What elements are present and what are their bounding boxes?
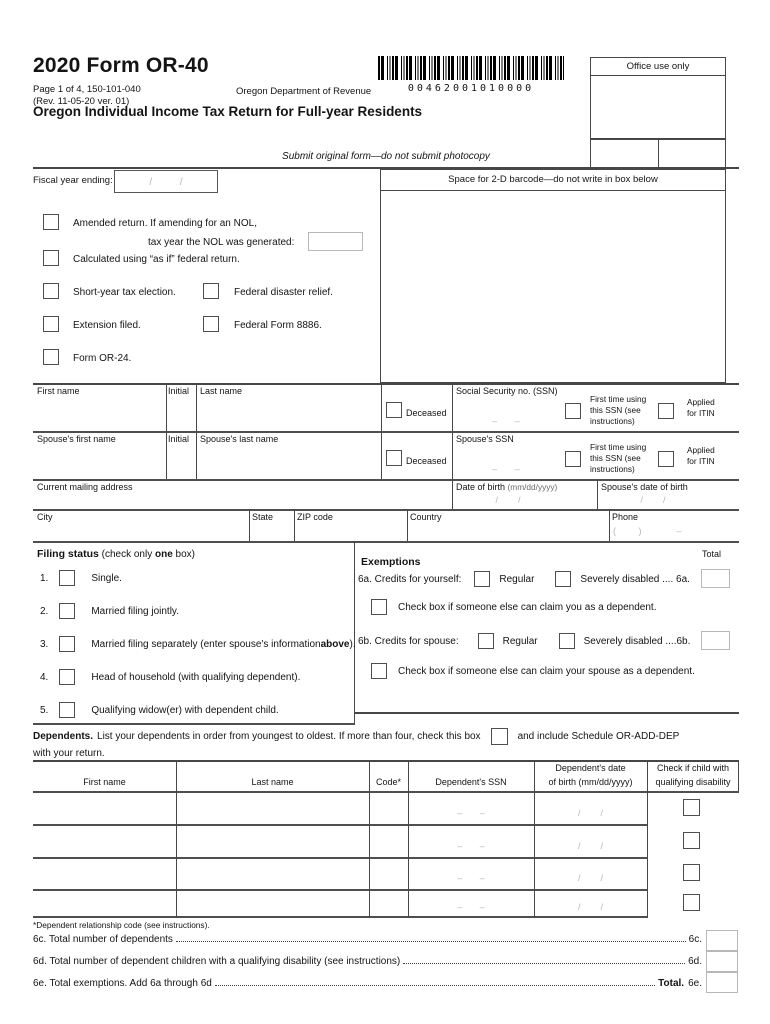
spouse-applied-itin-label	[687, 445, 715, 467]
divider	[452, 431, 453, 479]
severely-disabled-label: Severely disabled ....6b.	[583, 635, 691, 647]
dependents-intro-text: List your dependents in order from youngest to oldest. If more than four, check this box	[97, 730, 481, 742]
dependent-2-code-cell[interactable]	[369, 824, 408, 857]
country-label: Country	[410, 512, 442, 522]
office-use-box	[590, 57, 726, 139]
federal-disaster-label: Federal disaster relief.	[234, 287, 333, 298]
filing-status-item-joint	[40, 602, 179, 620]
dependent-2-ssn-placeholder: – –	[457, 841, 485, 851]
phone-placeholder: ( ) –	[613, 526, 682, 536]
line-6d-label: 6d.	[688, 956, 702, 967]
item-label: Qualifying widow(er) with dependent child.	[91, 704, 279, 716]
fiscal-date-placeholder: / /	[149, 177, 183, 188]
taxpayer-applied-itin-checkbox[interactable]	[658, 403, 674, 419]
item-label: Married filing separately (enter spouse's information	[91, 638, 321, 650]
label-part: box)	[172, 549, 195, 560]
col-header-code: Code*	[375, 777, 402, 787]
extension-filed-checkbox[interactable]	[43, 316, 59, 332]
filing-status-title	[37, 548, 195, 561]
claim-spouse-dependent-checkbox[interactable]	[371, 663, 387, 679]
dob-placeholder: / /	[495, 495, 521, 505]
taxpayer-first-time-ssn-checkbox[interactable]	[565, 403, 581, 419]
total-exemptions-label: 6e. Total exemptions. Add 6a through 6d	[33, 978, 212, 989]
spouse-last-name-label: Spouse's last name	[200, 434, 279, 444]
spouse-first-time-ssn-checkbox[interactable]	[565, 451, 581, 467]
line-6e-label: 6e.	[688, 978, 702, 989]
dependent-4-code-cell[interactable]	[369, 889, 408, 916]
as-if-federal-label: Calculated using “as if” federal return.	[73, 254, 240, 265]
barcode-number: 00462001010000	[407, 83, 535, 94]
fiscal-year-label: Fiscal year ending:	[33, 175, 113, 186]
dependent-4-dob-placeholder: / /	[577, 902, 603, 912]
filing-status-hoh-checkbox[interactable]	[59, 669, 75, 685]
claim-you-dependent-checkbox[interactable]	[371, 599, 387, 615]
severely-disabled-label: Severely disabled .... 6a.	[580, 573, 690, 585]
dependent-4-last-name-cell[interactable]	[176, 889, 369, 916]
label-line: Applied	[687, 445, 715, 455]
credits-spouse-label: 6b. Credits for spouse:	[358, 635, 459, 647]
spouse-applied-itin-checkbox[interactable]	[658, 451, 674, 467]
short-year-checkbox[interactable]	[43, 283, 59, 299]
dob-field[interactable]	[452, 492, 597, 509]
dependent-4-disability-checkbox[interactable]	[683, 894, 700, 911]
submit-note: Submit original form—do not submit photocopy	[282, 151, 490, 162]
form-title: 2020 Form OR-40	[33, 54, 209, 77]
item-label: Head of household (with qualifying dependent).	[91, 671, 301, 683]
item-number: 2.	[40, 605, 49, 617]
dependent-1-disability-checkbox[interactable]	[683, 799, 700, 816]
dependent-2-last-name-cell[interactable]	[176, 824, 369, 857]
divider	[33, 916, 647, 918]
city-label: City	[37, 512, 53, 522]
label-line: instructions)	[590, 463, 635, 474]
item-label: ).	[349, 638, 356, 650]
divider	[33, 760, 739, 762]
line-6a-total-input[interactable]	[701, 569, 730, 588]
spouse-initial-label: Initial	[168, 434, 190, 444]
phone-label: Phone	[612, 512, 639, 522]
line-6c-label: 6c.	[688, 934, 702, 945]
taxpayer-applied-itin-label	[687, 397, 715, 419]
dependents-intro	[33, 726, 679, 746]
item-label: Married filing jointly.	[91, 605, 179, 617]
total-disability-children-row	[33, 956, 702, 967]
label-part: (mm/dd/yyyy)	[507, 482, 558, 492]
label-line: this SSN (see	[590, 452, 641, 463]
spouse-ssn-label: Spouse's SSN	[456, 434, 514, 444]
dependent-4-ssn-placeholder: – –	[457, 902, 485, 912]
barcode-space-header: Space for 2-D barcode—do not write in box below	[380, 169, 726, 191]
divider	[452, 383, 453, 431]
divider	[33, 541, 739, 543]
dotted-leader	[403, 962, 685, 964]
item-number: 3.	[40, 638, 49, 650]
spouse-first-time-ssn-label	[590, 442, 646, 474]
city-field[interactable]	[33, 509, 249, 541]
label-line: for ITIN	[687, 407, 715, 418]
short-year-label: Short-year tax election.	[73, 287, 176, 298]
total-dependents-row	[33, 934, 702, 945]
filing-status-joint-checkbox[interactable]	[59, 603, 75, 619]
claim-you-dependent-row	[371, 598, 657, 616]
label-line: instructions)	[590, 415, 635, 426]
dependent-1-last-name-cell[interactable]	[176, 791, 369, 824]
dependents-footnote: *Dependent relationship code (see instructions).	[33, 920, 210, 930]
spouse-dob-placeholder: / /	[640, 495, 666, 505]
line-6d-input[interactable]	[706, 951, 738, 972]
exemptions-total-label: Total	[702, 549, 722, 559]
page-info: Page 1 of 4, 150-101-040	[33, 84, 141, 95]
initial-label: Initial	[168, 386, 190, 396]
spouse-dob-field[interactable]	[597, 492, 739, 509]
mailing-address-label: Current mailing address	[37, 482, 133, 492]
office-use-label: Office use only	[591, 58, 725, 76]
col-header-disability-2: qualifying disability	[655, 777, 731, 787]
dependents-intro-line2: with your return.	[33, 748, 105, 759]
col-header-disability-1: Check if child with	[656, 763, 730, 773]
more-than-four-checkbox[interactable]	[491, 728, 508, 745]
form-or24-checkbox[interactable]	[43, 349, 59, 365]
filing-status-item-separate	[40, 635, 356, 653]
nol-year-input[interactable]	[308, 232, 363, 251]
spouse-deceased-checkbox[interactable]	[386, 450, 402, 466]
claim-you-dependent-label: Check box if someone else can claim you as a dependent.	[398, 601, 657, 613]
zip-label: ZIP code	[297, 512, 333, 522]
divider	[355, 712, 739, 714]
federal-form-8886-checkbox[interactable]	[203, 316, 219, 332]
department-name: Oregon Department of Revenue	[236, 86, 372, 97]
ssn-field[interactable]	[456, 400, 556, 428]
fiscal-year-input[interactable]	[114, 170, 218, 193]
dependent-2-dob-placeholder: / /	[577, 841, 603, 851]
dotted-leader	[215, 984, 655, 986]
6b-regular-checkbox[interactable]	[478, 633, 494, 649]
dependent-3-code-cell[interactable]	[369, 857, 408, 889]
dependent-3-last-name-cell[interactable]	[176, 857, 369, 889]
dependent-1-code-cell[interactable]	[369, 791, 408, 824]
6a-severely-disabled-checkbox[interactable]	[555, 571, 571, 587]
col-header-dob-1: Dependent's date	[555, 763, 626, 773]
claim-spouse-dependent-row	[371, 662, 695, 680]
label-line: this SSN (see	[590, 404, 641, 415]
6a-regular-checkbox[interactable]	[474, 571, 490, 587]
revision-info: (Rev. 11-05-20 ver. 01)	[33, 96, 130, 107]
dependent-4-first-name-cell[interactable]	[33, 889, 176, 916]
total-exemptions-row	[33, 978, 702, 989]
dotted-leader	[176, 940, 686, 942]
item-label: above	[320, 638, 350, 650]
taxpayer-first-time-ssn-label	[590, 394, 646, 426]
dependent-3-dob-placeholder: / /	[577, 873, 603, 883]
exemptions-title: Exemptions	[361, 556, 421, 568]
item-label: Single.	[91, 572, 122, 584]
divider	[33, 723, 355, 725]
dependents-intro-continued: and include Schedule OR-ADD-DEP	[517, 730, 680, 742]
state-label: State	[252, 512, 274, 522]
line-6b-total-input[interactable]	[701, 631, 730, 650]
regular-label: Regular	[502, 635, 538, 647]
spouse-ssn-field[interactable]	[456, 448, 556, 476]
col-header-dob-2: of birth (mm/dd/yyyy)	[548, 777, 633, 787]
ssn-placeholder: – –	[492, 416, 520, 426]
label-part: Filing status	[37, 548, 99, 560]
credits-for-spouse-row	[358, 632, 690, 650]
dependent-1-ssn-placeholder: – –	[457, 808, 485, 818]
filing-status-item-hoh	[40, 668, 300, 686]
first-name-label: First name	[37, 386, 80, 396]
dependent-2-first-name-cell[interactable]	[33, 824, 176, 857]
label-part: (check only	[98, 549, 155, 560]
claim-spouse-dependent-label: Check box if someone else can claim your spouse as a dependent.	[398, 665, 695, 677]
spouse-deceased-label: Deceased	[406, 456, 447, 466]
total-dependents-label: 6c. Total number of dependents	[33, 934, 173, 945]
divider	[381, 383, 382, 431]
col-header-first-name: First name	[83, 777, 126, 787]
label-line: for ITIN	[687, 455, 715, 466]
label-line: Applied	[687, 397, 715, 407]
divider	[381, 431, 382, 479]
line-6e-input[interactable]	[706, 972, 738, 993]
last-name-label: Last name	[200, 386, 243, 396]
form-or24-label: Form OR-24.	[73, 353, 132, 364]
filing-status-item-single	[40, 569, 122, 587]
filing-status-item-widow	[40, 701, 279, 719]
dependent-3-ssn-placeholder: – –	[457, 873, 485, 883]
label-line: First time using	[590, 442, 647, 452]
spouse-ssn-placeholder: – –	[492, 464, 520, 474]
credits-for-yourself-row	[358, 570, 690, 588]
item-number: 4.	[40, 671, 49, 683]
col-header-last-name: Last name	[251, 777, 294, 787]
dependent-1-first-name-cell[interactable]	[33, 791, 176, 824]
filing-status-widow-checkbox[interactable]	[59, 702, 75, 718]
barcode-space-box	[380, 191, 726, 383]
as-if-federal-checkbox[interactable]	[43, 250, 59, 266]
main-title: Oregon Individual Income Tax Return for Full-year Residents	[33, 104, 423, 119]
filing-status-separate-checkbox[interactable]	[59, 636, 75, 652]
amended-return-label: Amended return. If amending for an NOL,	[73, 218, 257, 229]
ssn-label: Social Security no. (SSN)	[456, 386, 558, 396]
col-header-ssn: Dependent's SSN	[435, 777, 507, 787]
label-part: one	[154, 549, 173, 560]
credits-yourself-label: 6a. Credits for yourself:	[358, 573, 462, 585]
nol-year-label: tax year the NOL was generated:	[148, 237, 295, 248]
barcode-image	[378, 56, 564, 80]
total-bold-label: Total.	[658, 978, 685, 989]
dependent-3-first-name-cell[interactable]	[33, 857, 176, 889]
spouse-dob-label: Spouse's date of birth	[601, 482, 688, 492]
item-number: 5.	[40, 704, 49, 716]
federal-form-8886-label: Federal Form 8886.	[234, 320, 322, 331]
item-number: 1.	[40, 572, 49, 584]
federal-disaster-checkbox[interactable]	[203, 283, 219, 299]
divider	[354, 541, 355, 725]
regular-label: Regular	[499, 573, 535, 585]
taxpayer-deceased-label: Deceased	[406, 408, 447, 418]
spouse-first-name-label: Spouse's first name	[37, 434, 116, 444]
label-line: First time using	[590, 394, 647, 404]
label-part: Date of birth	[456, 482, 508, 492]
total-disability-children-label: 6d. Total number of dependent children with a qualifying disability (see instructions)	[33, 956, 401, 967]
filing-status-single-checkbox[interactable]	[59, 570, 75, 586]
dependent-1-dob-placeholder: / /	[577, 808, 603, 818]
extension-filed-label: Extension filed.	[73, 320, 141, 331]
taxpayer-deceased-checkbox[interactable]	[386, 402, 402, 418]
6b-severely-disabled-checkbox[interactable]	[559, 633, 575, 649]
line-6c-input[interactable]	[706, 930, 738, 951]
dependent-3-disability-checkbox[interactable]	[683, 864, 700, 881]
amended-return-checkbox[interactable]	[43, 214, 59, 230]
dependent-2-disability-checkbox[interactable]	[683, 832, 700, 849]
dependents-title: Dependents.	[33, 730, 94, 742]
